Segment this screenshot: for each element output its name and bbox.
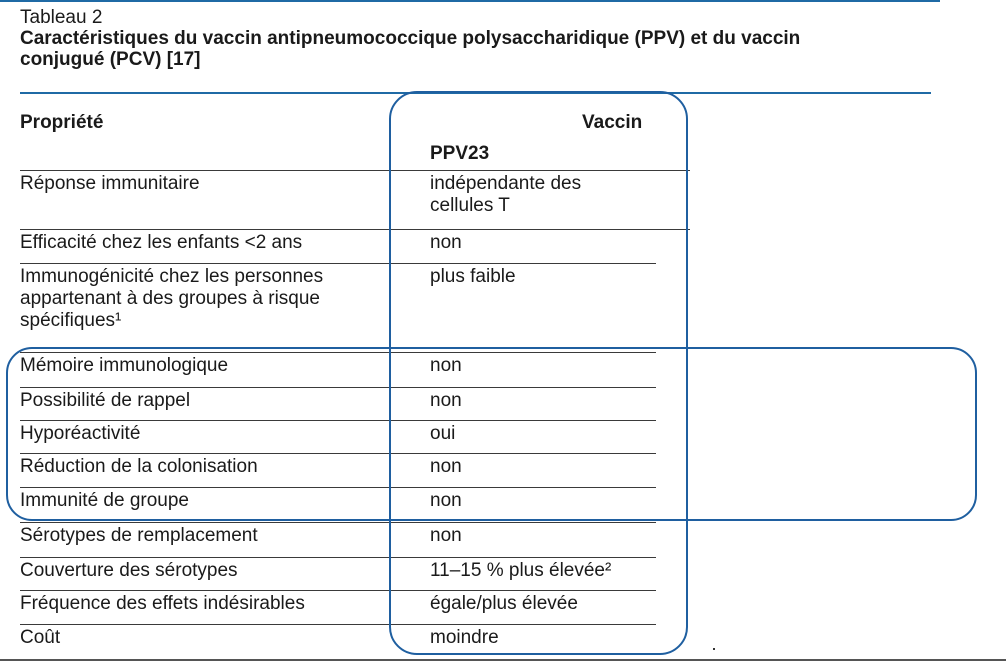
- row-property: Efficacité chez les enfants <2 ans: [20, 232, 303, 253]
- row-property: Hyporéactivité: [20, 423, 141, 444]
- bottom-rule: [0, 659, 1006, 661]
- table-title-line1: Caractéristiques du vaccin antipneumococcique polysaccharidique (PPV) et du vaccin: [20, 28, 801, 49]
- row-ppv23-value: plus faible: [430, 266, 516, 287]
- row-property: Fréquence des effets indésirables: [20, 593, 305, 614]
- row-ppv23-value: cellules T: [430, 195, 510, 216]
- row-property: Immunité de groupe: [20, 490, 189, 511]
- top-rule: [0, 0, 940, 2]
- row-property: appartenant à des groupes à risque: [20, 288, 320, 309]
- row-property: Réduction de la colonisation: [20, 456, 258, 477]
- row-property: Immunogénicité chez les personnes: [20, 266, 324, 287]
- row-property: Réponse immunitaire: [20, 173, 200, 194]
- row-ppv23-value: non: [430, 390, 462, 411]
- row-ppv23-value: non: [430, 525, 462, 546]
- row-property: spécifiques¹: [20, 310, 122, 331]
- row-ppv23-value: non: [430, 456, 462, 477]
- row-property: Sérotypes de remplacement: [20, 525, 258, 546]
- row-property: Possibilité de rappel: [20, 390, 191, 411]
- row-ppv23-value: moindre: [430, 627, 499, 648]
- table-caption: Tableau 2: [20, 7, 103, 28]
- row-ppv23-value: oui: [430, 423, 456, 444]
- header-property: Propriété: [20, 112, 104, 133]
- row-ppv23-value: 11–15 % plus élevée²: [430, 560, 612, 581]
- rows-highlight-outline: [6, 347, 977, 521]
- row-ppv23-value: égale/plus élevée: [430, 593, 578, 614]
- row-ppv23-value: non: [430, 490, 462, 511]
- row-ppv23-value: non: [430, 232, 462, 253]
- row-property: Coût: [20, 627, 61, 648]
- row-property: Mémoire immunologique: [20, 355, 229, 376]
- stray-dot: [713, 648, 715, 650]
- table-title-line2: conjugué (PCV) [17]: [20, 49, 201, 70]
- header-ppv23: PPV23: [430, 143, 490, 164]
- row-ppv23-value: indépendante des: [430, 173, 582, 194]
- row-ppv23-value: non: [430, 355, 462, 376]
- row-property: Couverture des sérotypes: [20, 560, 238, 581]
- header-vaccine: Vaccin: [582, 112, 643, 133]
